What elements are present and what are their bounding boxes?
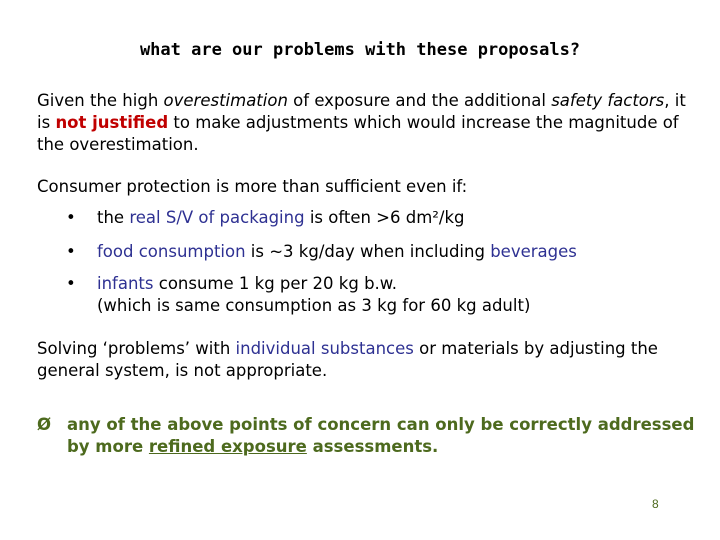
slide-title: what are our problems with these proposals?	[139, 40, 581, 60]
p3-highlight: individual substances	[235, 339, 414, 358]
paragraph-solving-problems	[37, 338, 687, 382]
bullet-item-infants	[60, 273, 680, 317]
p3-text-2: or materials by adjusting the general system, is not appropriate.	[37, 339, 658, 380]
bullet3-text: consume 1 kg per 20 kg b.w.	[153, 274, 398, 293]
p1-text-4: to make adjustments which would increase the magnitude of the overestimation.	[37, 113, 679, 154]
bullet2-highlight-beverages: beverages	[490, 242, 577, 261]
conclusion-text-2: assessments.	[306, 437, 439, 456]
bullet1-text-2: is often >6 dm²/kg	[304, 208, 465, 227]
conclusion-text-1: any of the above points of concern can only be correctly addressed by more	[67, 415, 695, 456]
paragraph-overestimation	[37, 90, 687, 156]
bullet3-highlight: infants	[97, 274, 154, 293]
conclusion-point	[37, 414, 707, 458]
bullet-item-packaging	[60, 207, 680, 229]
p1-text-2: of exposure and the additional	[287, 91, 552, 110]
p1-term-safety-factors: safety factors	[551, 91, 665, 110]
bullet3-line2: (which is same consumption as 3 kg for 60 kg adult)	[97, 296, 531, 315]
p1-term-overestimation: overestimation	[163, 91, 288, 110]
bullet-dot-icon: •	[66, 274, 76, 293]
page-number: 8	[652, 497, 659, 511]
bullet-dot-icon: •	[66, 208, 76, 227]
conclusion-underlined: refined exposure	[148, 437, 307, 456]
bullet-item-food-consumption	[60, 241, 680, 263]
bullet2-text: is ~3 kg/day when including	[245, 242, 491, 261]
p1-not-justified: not justified	[55, 113, 169, 132]
p3-text-1: Solving ‘problems’ with	[37, 339, 236, 358]
paragraph-consumer-protection: Consumer protection is more than sufficient even if:	[37, 177, 468, 196]
bullet1-highlight: real S/V of packaging	[129, 208, 305, 227]
p1-text-1: Given the high	[37, 91, 164, 110]
bullet1-text-1: the	[97, 208, 130, 227]
bullet-list	[60, 207, 680, 317]
p1-text-3: , it is	[37, 91, 686, 132]
bullet-dot-icon: •	[66, 242, 76, 261]
arrow-bullet-icon: Ø	[37, 415, 52, 434]
bullet2-highlight: food consumption	[97, 242, 246, 261]
